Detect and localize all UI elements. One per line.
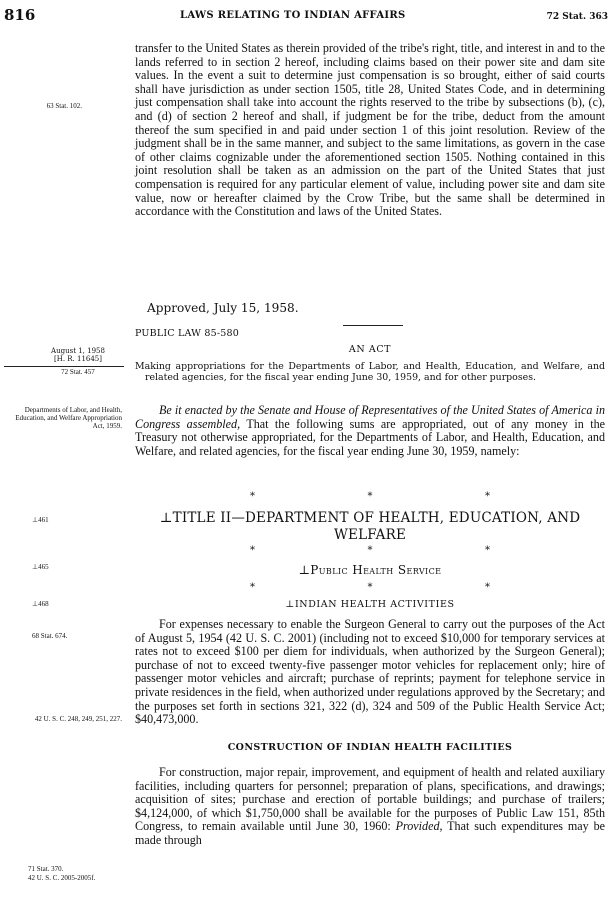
margin-act-name: Departments of Labor, and Health, Education, and Welfare Appropriation Act, 1959. <box>15 406 122 430</box>
asterisk: * <box>485 491 490 502</box>
margin-mark-465: ⊥465 <box>32 563 49 571</box>
stat-reference: 72 Stat. 363 <box>546 12 608 22</box>
asterisk-row-2 <box>135 545 605 556</box>
asterisk: * <box>250 491 255 502</box>
construction-paragraph <box>135 766 605 848</box>
asterisk: * <box>250 545 255 556</box>
title-ii-heading: ⊥TITLE II—DEPARTMENT OF HEALTH, EDUCATION, AND WELFARE <box>159 510 581 543</box>
public-health-service-heading: ⊥Public Health Service <box>298 563 442 577</box>
enacting-clause <box>135 404 605 458</box>
asterisk: * <box>367 545 373 556</box>
enacting-rest: That the following sums are appropriated, out of any money in the Treasury not otherwise appropriated, for the Departments of Labor, and Health, Education, and Welfare, and related agencies, for the fiscal year ending June 30, 1959, namely: <box>135 416 605 458</box>
enacting-italic: Be it enacted by the Senate and House of Representatives of the United States of America in Congress assembled, <box>135 403 605 431</box>
margin-stat-457: 72 Stat. 457 <box>61 368 95 376</box>
page-number: 816 <box>4 6 36 24</box>
continuation-paragraph: transfer to the United States as therein provided of the tribe's right, title, and interest in and to the lands referred to in section 2 hereof, including claims based on their power site and dam site values. In the event a suit to determine just compensation is so brought, either of said courts shall have jurisdiction as under section 1505, title 28, United States Code, and in determining just compensation shall take into account the rights reserved to the tribe by subsections (b), (c), and (d) of section 2 hereof and shall, if judgment be for the tribe, deduct from the amount thereof the sum specified in and paid under section 1 of this joint resolution. Review of the judgment shall be in the same manner, and subject to the same limitations, as govern in the case of other claims cognizable under the aforementioned section 1505. Nothing contained in this joint resolution shall be taken as an admission on the part of the United States that just compensation is required for any particular element of value, including power site and dam site value, now or hereafter claimed by the Crow Tribe, but the same shall be determined in accordance with the Constitution and laws of the United States. <box>135 41 605 219</box>
public-law-number: PUBLIC LAW 85-580 <box>135 328 239 339</box>
margin-hr: [H. R. 11645] <box>53 355 102 363</box>
margin-note-71-stat: 71 Stat. 370. <box>28 865 64 873</box>
indian-health-paragraph: For expenses necessary to enable the Surgeon General to carry out the purposes of the Act of August 5, 1954 (42 U. S. C. 2001) (including not to exceed $10,000 for temporary services at rates not to exceed $100 per diem for individuals, when authorized by the Surgeon General); purchase of not to exceed twenty-five passenger motor vehicles for replacement only; hire of passenger motor vehicles and aircraft; purchase of reprints; payment for telephone service in private residences in the field, when authorized under regulations approved by the Secretary; and the purposes set forth in sections 321, 322 (d), 324 and 509 of the Public Health Service Act; $40,473,000. <box>135 617 605 727</box>
provided-italic: Provided, <box>395 819 443 834</box>
indian-health-activities-heading: ⊥INDIAN HEALTH ACTIVITIES <box>285 599 455 610</box>
construction-heading: CONSTRUCTION OF INDIAN HEALTH FACILITIES <box>227 742 513 753</box>
asterisk: * <box>485 582 490 593</box>
margin-mark-461: ⊥461 <box>32 516 49 524</box>
asterisk-row-1 <box>135 491 605 502</box>
margin-note-68-stat: 68 Stat. 674. <box>32 632 68 640</box>
construction-text-a: For construction, major repair, improvement, and equipment of health and related auxiliary facilities, including quarters for personnel; preparation of plans, specifications, and drawings; acquisition of sites; purchase and erection of portable buildings; and purchase of trailers; $4,124,000, of which $1,750,000 shall be available for the purposes of Public Law 151, 85th Congress, to remain available until June 30, 1960: <box>135 765 605 834</box>
asterisk: * <box>367 582 373 593</box>
act-title: AN ACT <box>348 344 392 355</box>
margin-note-usc: 42 U. S. C. 248, 249, 251, 227. <box>34 715 122 723</box>
asterisk: * <box>485 545 490 556</box>
construction-text-b: That such expenditures may be made through <box>135 819 605 847</box>
margin-date: August 1, 1958 <box>51 347 105 355</box>
asterisk: * <box>367 491 373 502</box>
running-head: LAWS RELATING TO INDIAN AFFAIRS <box>180 10 406 21</box>
margin-note-63-stat: 63 Stat. 102. <box>46 102 82 110</box>
margin-note-usc-2: 42 U. S. C. 2005-2005f. <box>28 874 96 882</box>
divider-rule <box>343 325 403 326</box>
asterisk: * <box>250 582 255 593</box>
margin-rule <box>4 366 124 367</box>
asterisk-row-3 <box>135 582 605 593</box>
margin-date-box <box>38 347 118 363</box>
approved-line: Approved, July 15, 1958. <box>147 301 299 315</box>
margin-mark-468: ⊥468 <box>32 600 49 608</box>
act-purpose: Making appropriations for the Departments of Labor, and Health, Education, and Welfare, and related agencies, for the fiscal year ending June 30, 1959, and for other purposes. <box>135 361 605 383</box>
